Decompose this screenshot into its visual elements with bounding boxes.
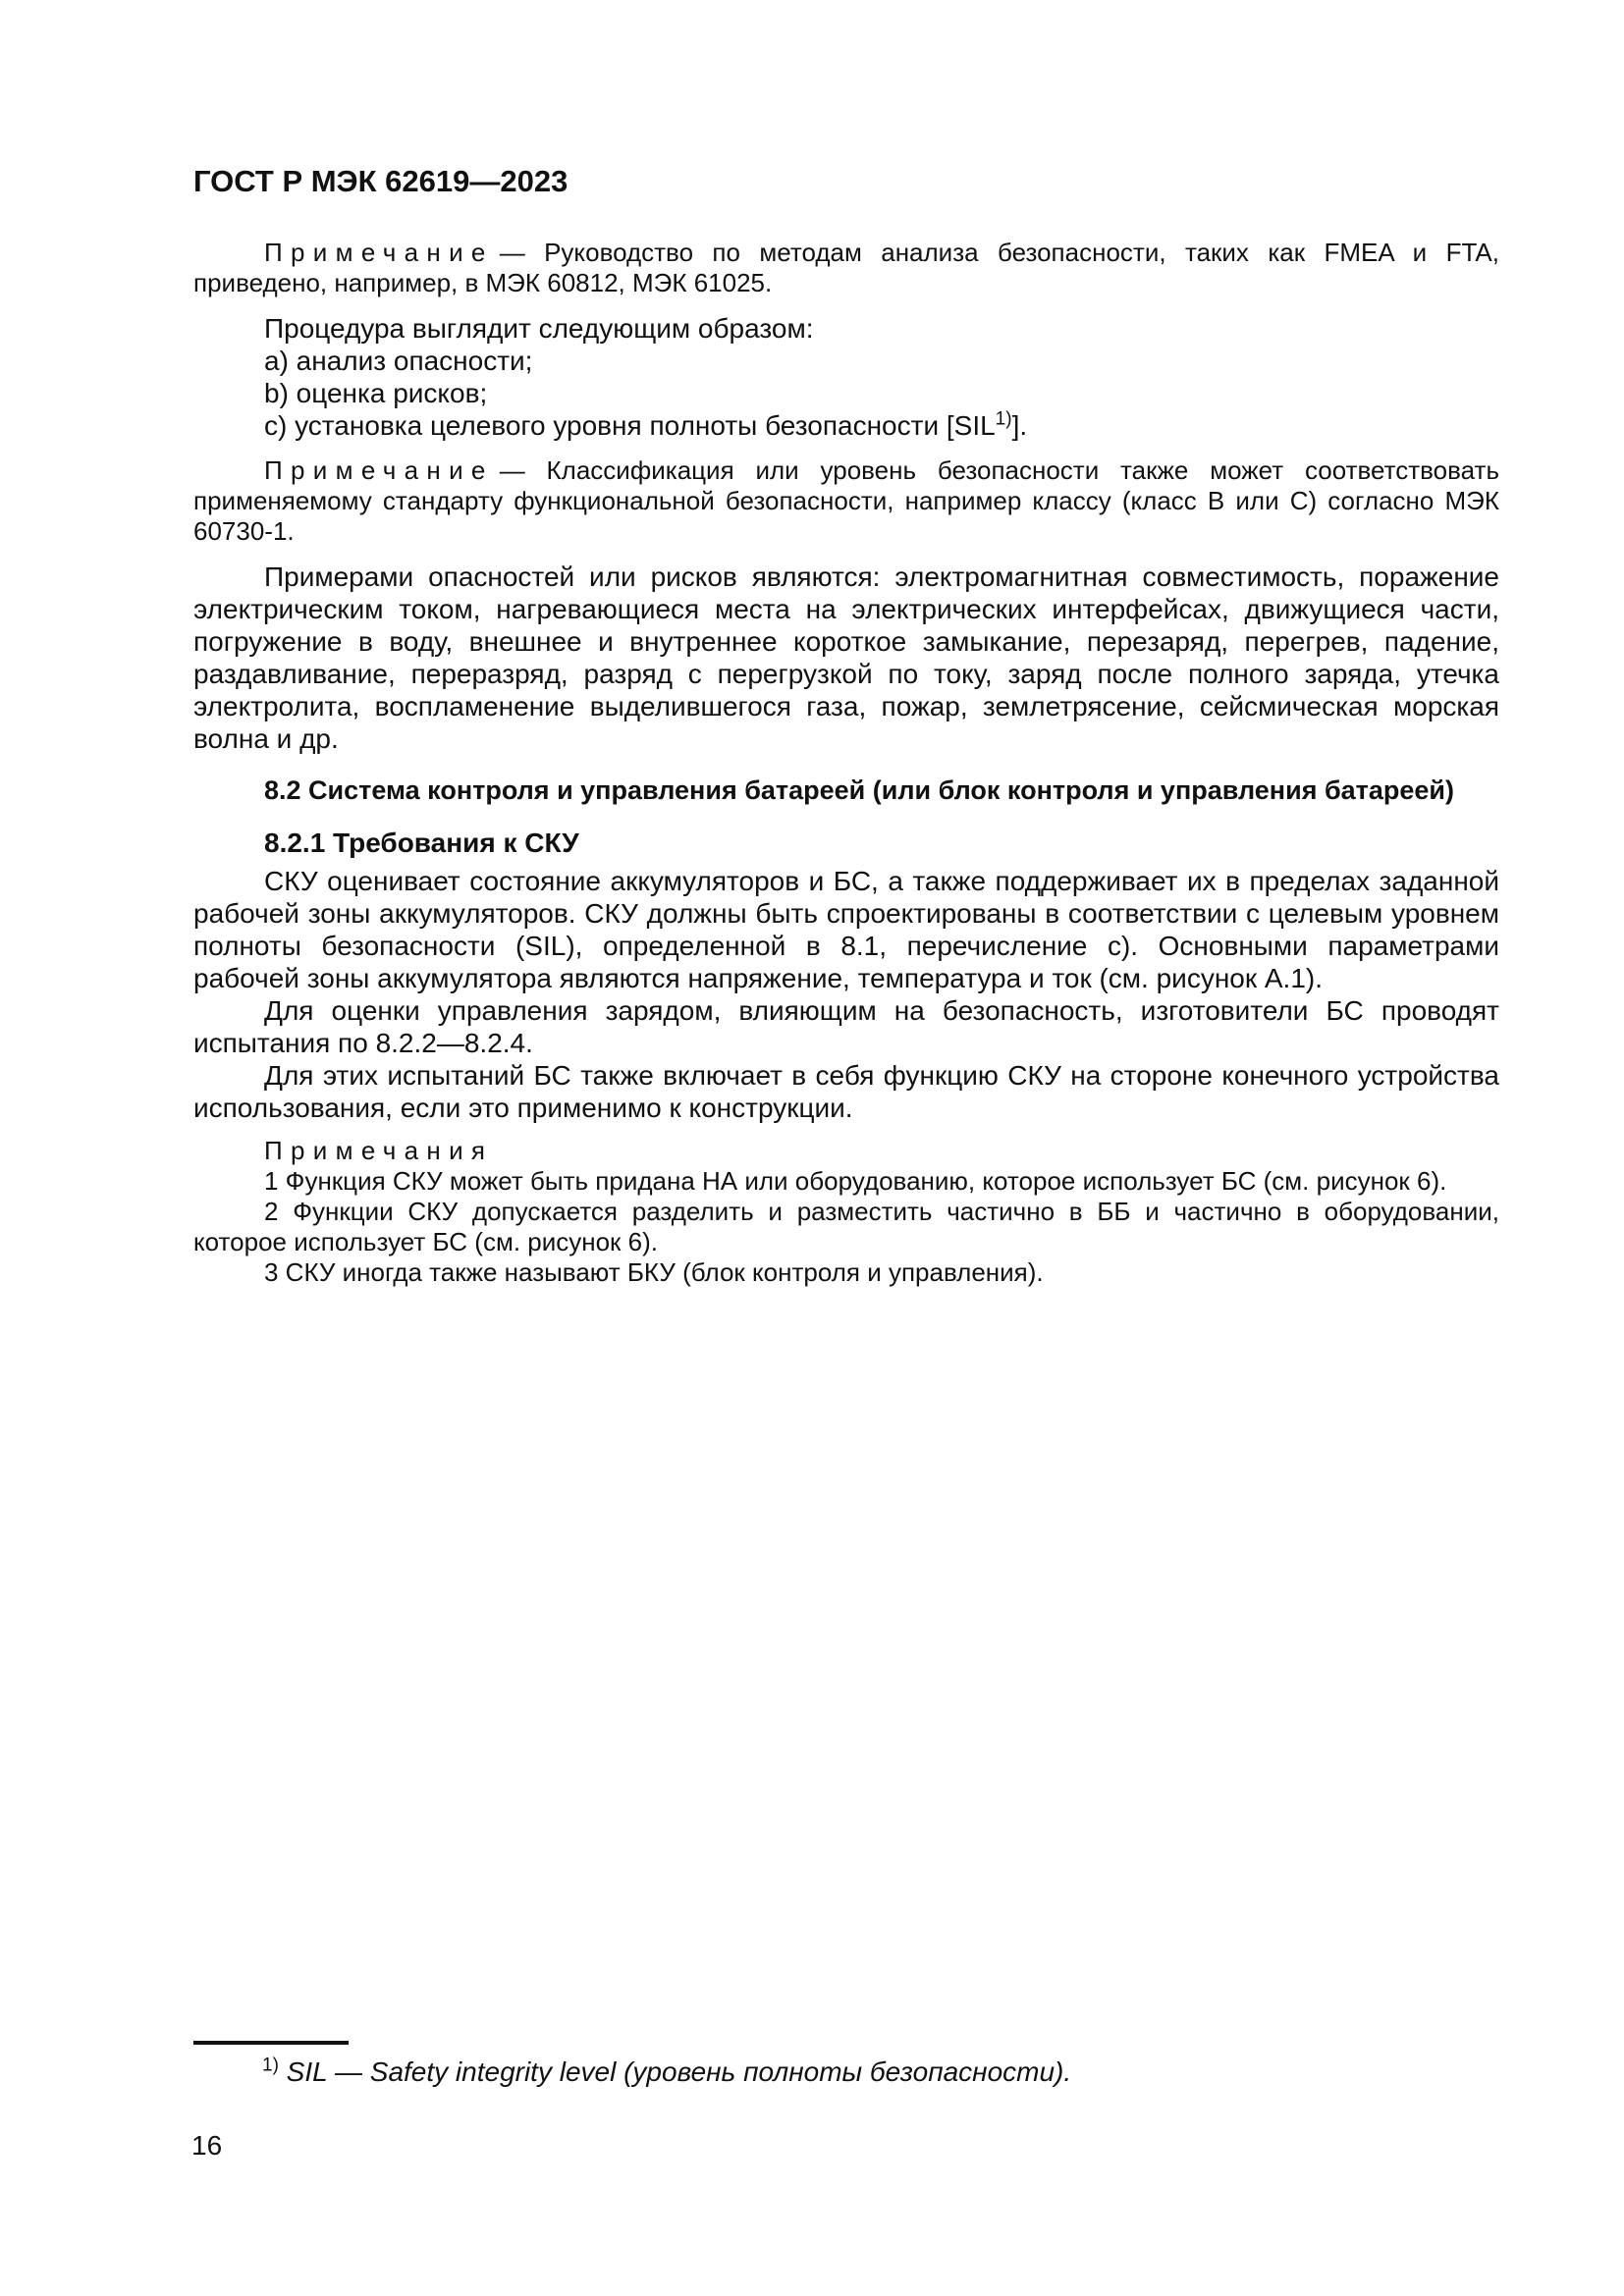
notes-block-label: Примечания — [264, 1136, 494, 1165]
procedure-item-c — [193, 409, 1499, 442]
paragraph-sku: СКУ оценивает состояние аккумуляторов и БС, а также поддерживает их в пределах заданной рабочей зоны аккумуляторов. СКУ должны быть спроектированы в соответствии с целевым уровнем полноты безопасности (SIL), определенной в 8.1, перечисление c). Основными параметрами рабочей зоны аккумулятора являются напряжение, температура и ток (см. рисунок А.1). — [193, 866, 1499, 993]
paragraph-end-device: Для этих испытаний БС также включает в себя функцию СКУ на стороне конечного устройства использования, если это применимо к конструкции. — [193, 1060, 1499, 1123]
page-number: 16 — [191, 2130, 223, 2161]
notes-item-3: 3 СКУ иногда также называют БКУ (блок контроля и управления). — [264, 1257, 1044, 1287]
note-fmea-label: Примечание — [264, 238, 494, 267]
standard-designation: ГОСТ Р МЭК 62619—2023 — [193, 164, 568, 198]
notes-block — [193, 1136, 1499, 1288]
notes-item-1: 1 Функция СКУ может быть придана НА или оборудованию, которое использует БС (см. рисунок 6). — [264, 1166, 1447, 1196]
note-classification-label: Примечание — [264, 455, 494, 485]
footnote-sil — [193, 2056, 1499, 2089]
note-classification — [193, 455, 1499, 547]
procedure-item-a: a) анализ опасности; — [264, 346, 533, 376]
section-8-2-1-heading: 8.2.1 Требования к СКУ — [264, 828, 579, 858]
note-classification-text: — Классификация или уровень безопасности также может соответствовать применяемому стандарту функциональной безопасности, например классу (класс B или C) согласно МЭК 60730-1. — [193, 455, 1499, 546]
notes-item-2: 2 Функции СКУ допускается разделить и разместить частично в ББ и частично в оборудовании, которое использует БС (см. рисунок 6). — [193, 1197, 1499, 1256]
note-fmea — [193, 238, 1499, 298]
procedure-intro: Процедура выглядит следующим образом: — [264, 313, 814, 344]
procedure-item-b: b) оценка рисков; — [264, 378, 488, 408]
note-fmea-text: — Руководство по методам анализа безопасности, таких как FMEA и FTA, приведено, например, в МЭК 60812, МЭК 61025. — [193, 238, 1499, 297]
procedure-item-c-end: ]. — [1011, 410, 1028, 441]
hazards-paragraph: Примерами опасностей или рисков являются: электромагнитная совместимость, поражение электрическим током, нагревающиеся места на электрических интерфейсах, движущиеся части, погружение в воду, внешнее и внутреннее короткое замыкание, перезаряд, перегрев, падение, раздавливание, переразряд, разряд с перегрузкой по току, заряд после полного заряда, утечка электролита, воспламенение выделившегося газа, пожар, землетрясение, сейсмическая морская волна и др. — [193, 561, 1499, 754]
paragraph-tests: Для оценки управления зарядом, влияющим на безопасность, изготовители БС проводят испытания по 8.2.2—8.2.4. — [193, 995, 1499, 1058]
procedure-item-c-text: c) установка целевого уровня полноты безопасности [SIL — [264, 410, 996, 441]
footnote-text: SIL — Safety integrity level (уровень полноты безопасности). — [278, 2056, 1072, 2087]
section-8-2-heading: 8.2 Система контроля и управления батареей (или блок контроля и управления батареей) — [264, 775, 1455, 805]
footnote-marker: 1) — [262, 2055, 279, 2076]
footnote-reference-mark: 1) — [995, 408, 1012, 430]
footnote-separator — [193, 2041, 349, 2045]
page-content — [193, 165, 1499, 1288]
